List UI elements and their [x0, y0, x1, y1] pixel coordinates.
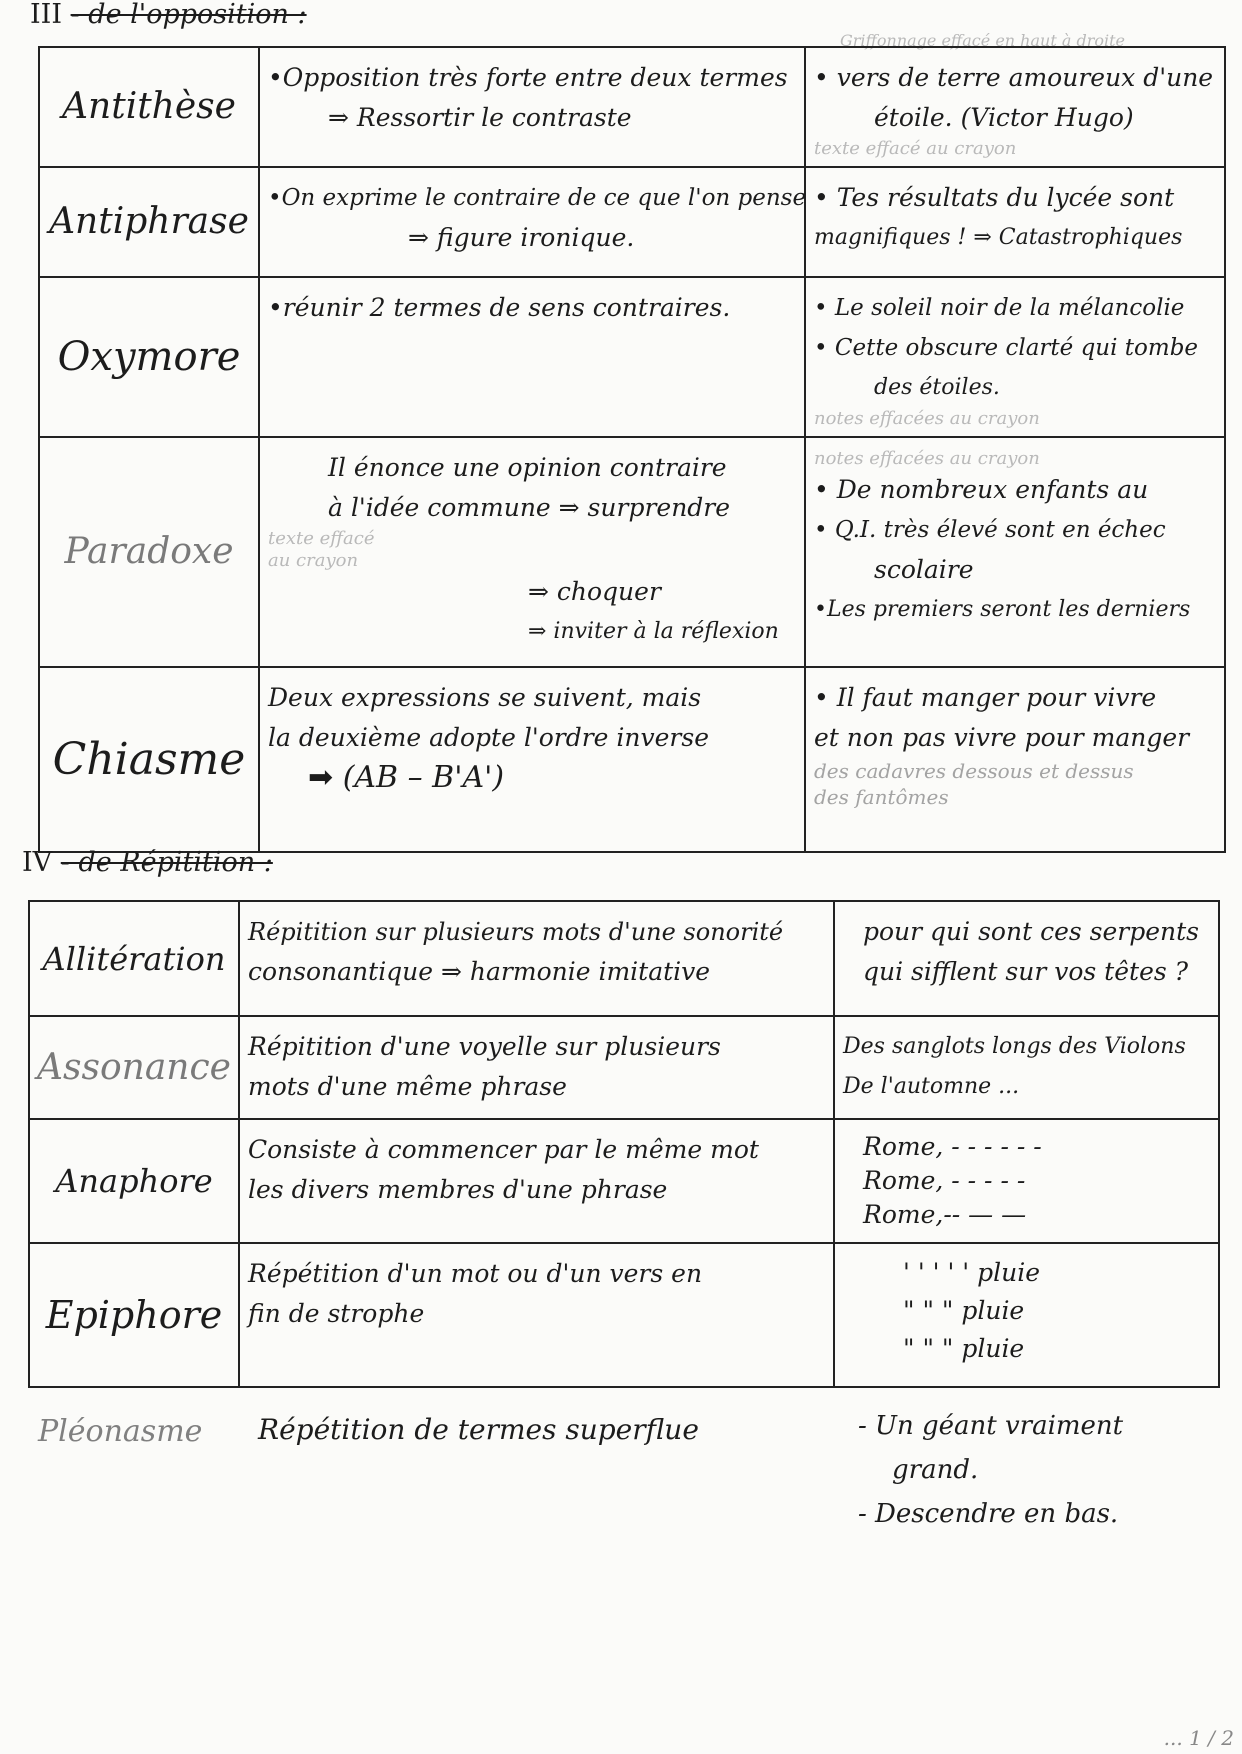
- ghost-note: notes effacées au crayon: [814, 448, 1040, 469]
- example-cell: [834, 901, 1219, 1016]
- example-line: - Descendre en bas.: [858, 1499, 1119, 1529]
- ghost-note: au crayon: [268, 550, 359, 571]
- definition-line: •On exprime le contraire de ce que l'on pense: [268, 185, 807, 211]
- example-line: • Q.I. très élevé sont en échec: [814, 517, 1166, 543]
- term-chiasme: Chiasme: [39, 667, 259, 852]
- ghost-header-note: Griffonnage effacé en haut à droite: [840, 31, 1126, 50]
- definition-line: ⇒ Ressortir le contraste: [328, 103, 632, 132]
- definition-line: mots d'une même phrase: [248, 1072, 567, 1101]
- section-4-number: IV: [22, 847, 53, 878]
- faint-example-line: des cadavres dessous et dessus: [814, 759, 1134, 783]
- table-row: [39, 167, 1225, 277]
- example-cell: [834, 1119, 1219, 1243]
- example-line: des étoiles.: [874, 375, 1000, 400]
- term-pleonasme: Pléonasme: [38, 1414, 203, 1449]
- example-line: • Cette obscure clarté qui tombe: [814, 335, 1199, 361]
- example-line: • Tes résultats du lycée sont: [814, 183, 1175, 212]
- definition-line: •Opposition très forte entre deux termes: [268, 63, 788, 92]
- definition-line: les divers membres d'une phrase: [248, 1175, 668, 1204]
- term-assonance: Assonance: [29, 1016, 239, 1119]
- ghost-note: notes effacées au crayon: [814, 408, 1040, 429]
- term-oxymore: Oxymore: [39, 277, 259, 437]
- example-cell: [834, 1243, 1219, 1387]
- term-epiphore: Epiphore: [29, 1243, 239, 1387]
- term-paradoxe: Paradoxe: [39, 437, 259, 667]
- example-line: grand.: [892, 1455, 979, 1485]
- definition-line: Répitition sur plusieurs mots d'une sonorité: [248, 918, 784, 946]
- section-4-heading: [22, 848, 273, 878]
- example-cell: [805, 667, 1225, 852]
- definition-cell: [239, 1016, 834, 1119]
- definition-line: •réunir 2 termes de sens contraires.: [268, 293, 731, 322]
- chiasme-formula: (AB – B'A'): [342, 760, 505, 795]
- example-line: Rome, - - - - -: [863, 1166, 1026, 1195]
- example-line: • De nombreux enfants au: [814, 475, 1149, 504]
- definition-line: Il énonce une opinion contraire: [328, 453, 727, 482]
- example-cell: [805, 47, 1225, 167]
- table-row: [39, 437, 1225, 667]
- definition-line: la deuxième adopte l'ordre inverse: [268, 723, 709, 752]
- definition-cell: [239, 901, 834, 1016]
- term-antithese: Antithèse: [39, 47, 259, 167]
- example-line: •Les premiers seront les derniers: [814, 597, 1191, 622]
- definition-cell: [239, 1119, 834, 1243]
- example-line: " " " pluie: [903, 1296, 1025, 1325]
- section-3-number: III: [30, 0, 62, 30]
- page-footer: ... 1 / 2: [1163, 1726, 1234, 1750]
- section-3-heading: [30, 0, 307, 30]
- example-line: qui sifflent sur vos têtes ?: [863, 957, 1189, 986]
- example-line: " " " pluie: [903, 1334, 1025, 1363]
- section-3-title: - de l'opposition :: [70, 0, 307, 30]
- example-line: étoile. (Victor Hugo): [874, 103, 1134, 132]
- example-line: • vers de terre amoureux d'une: [814, 63, 1214, 92]
- definition-cell: [259, 277, 805, 437]
- definition-line: Répitition d'une voyelle sur plusieurs: [248, 1032, 721, 1061]
- table-row: [39, 667, 1225, 852]
- definition-line: ⇒ choquer: [528, 577, 661, 606]
- table-row: [39, 277, 1225, 437]
- table-row: [29, 901, 1219, 1016]
- example-line: et non pas vivre pour manger: [814, 723, 1190, 752]
- faint-example-line: des fantômes: [814, 785, 949, 809]
- example-line: • Le soleil noir de la mélancolie: [814, 295, 1185, 321]
- ghost-note: texte effacé au crayon: [814, 138, 1017, 159]
- ghost-note: texte effacé: [268, 528, 375, 549]
- table-row: [29, 1119, 1219, 1243]
- term-anaphore: Anaphore: [29, 1119, 239, 1243]
- right-arrow-icon: ➡: [308, 760, 334, 795]
- definition-cell: [239, 1243, 834, 1387]
- pleonasme-examples: [858, 1404, 1123, 1536]
- definition-cell: [259, 437, 805, 667]
- table-row: [29, 1016, 1219, 1119]
- example-line: - Un géant vraiment: [858, 1411, 1124, 1441]
- example-line: • Il faut manger pour vivre: [814, 683, 1157, 712]
- example-cell: [805, 437, 1225, 667]
- example-cell: [805, 167, 1225, 277]
- example-line: pour qui sont ces serpents: [863, 917, 1199, 946]
- example-line: magnifiques ! ⇒ Catastrophiques: [814, 225, 1183, 250]
- definition-line: ⇒ figure ironique.: [408, 223, 635, 252]
- definition-line: fin de strophe: [248, 1299, 425, 1328]
- definition-cell: [259, 667, 805, 852]
- table-row: [39, 47, 1225, 167]
- definition-line: Deux expressions se suivent, mais: [268, 683, 702, 712]
- definition-line: consonantique ⇒ harmonie imitative: [248, 957, 711, 986]
- example-line: Rome, - - - - - -: [863, 1132, 1042, 1161]
- example-line: ' ' ' ' ' pluie: [903, 1258, 1040, 1287]
- opposition-table: [38, 46, 1226, 853]
- term-alliteration: Allitération: [29, 901, 239, 1016]
- example-line: Rome,-- — —: [863, 1200, 1027, 1229]
- example-cell: [834, 1016, 1219, 1119]
- example-line: scolaire: [874, 555, 974, 584]
- formula-line: [268, 758, 796, 798]
- definition-line: Répétition d'un mot ou d'un vers en: [248, 1259, 703, 1288]
- definition-line: ⇒ inviter à la réflexion: [528, 619, 779, 644]
- example-cell: [805, 277, 1225, 437]
- repetition-table: [28, 900, 1220, 1388]
- definition-line: à l'idée commune ⇒ surprendre: [328, 493, 731, 522]
- table-row: [29, 1243, 1219, 1387]
- definition-cell: [259, 167, 805, 277]
- section-4-title: - de Répitition :: [60, 847, 273, 878]
- term-antiphrase: Antiphrase: [39, 167, 259, 277]
- definition-line: Consiste à commencer par le même mot: [248, 1135, 759, 1164]
- definition-cell: [259, 47, 805, 167]
- pleonasme-definition: Répétition de termes superflue: [258, 1413, 699, 1446]
- example-line: Des sanglots longs des Violons: [843, 1034, 1186, 1059]
- example-line: De l'automne ...: [843, 1074, 1020, 1099]
